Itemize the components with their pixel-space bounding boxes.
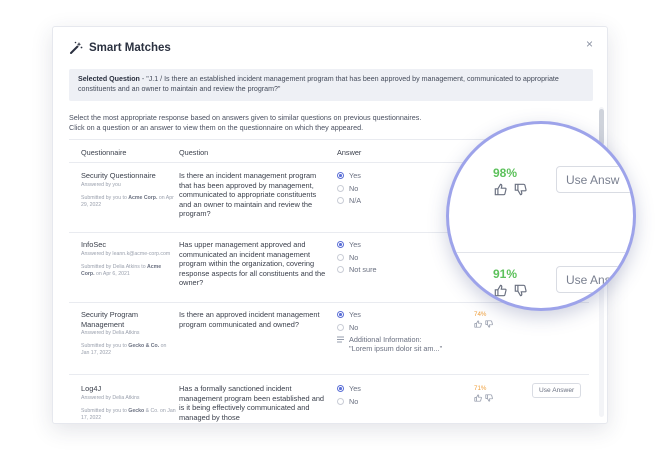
radio-selected[interactable] — [337, 311, 344, 318]
thumbs-down-icon[interactable] — [514, 284, 527, 297]
notes-icon — [337, 336, 344, 343]
radio-selected[interactable] — [337, 172, 344, 179]
answer-option[interactable]: Yes — [337, 310, 467, 319]
match-percent-zoomed: 91% — [493, 267, 518, 281]
answer-options — [337, 310, 467, 357]
questionnaire-cell[interactable] — [81, 310, 176, 357]
answer-option[interactable]: Yes — [337, 171, 467, 180]
answer-option[interactable]: No — [337, 323, 467, 332]
answered-by: Answered by you — [81, 181, 121, 188]
thumbs-up-icon[interactable] — [474, 394, 482, 402]
radio[interactable] — [337, 185, 344, 192]
radio-selected[interactable] — [337, 241, 344, 248]
thumbs-down-icon[interactable] — [514, 183, 527, 196]
question-text[interactable]: Is there an incident management program that has been approved by management, communicated to appropriate constituents and an owner to maintain and review the program? — [179, 171, 317, 219]
answer-options — [337, 384, 467, 409]
question-text[interactable]: Has a formally sanctioned incident management program been established and is it being effectively communicated and managed by those — [179, 384, 325, 422]
thumbs-down-icon[interactable] — [485, 320, 493, 328]
thumbs-down-icon[interactable] — [485, 394, 493, 402]
radio[interactable] — [337, 197, 344, 204]
submitted-info: Submitted by you to Gecko & Co. on Jan 17, 2022 — [81, 343, 167, 357]
header-question: Question — [179, 148, 209, 157]
additional-info-label: Additional Information: — [349, 335, 422, 345]
instructions-line-2: Click on a question or an answer to view them on the questionnaire on which they appeared. — [69, 122, 364, 132]
match-percent: 71% — [474, 385, 487, 392]
questionnaire-name[interactable]: Security Program Management — [81, 310, 139, 329]
questionnaire-cell[interactable] — [81, 171, 176, 209]
radio[interactable] — [337, 254, 344, 261]
answer-option[interactable]: No — [337, 397, 467, 406]
thumbs-up-icon[interactable] — [494, 284, 507, 297]
answered-by: Answered by Delia Atkins — [81, 330, 140, 337]
answer-option[interactable]: N/A — [337, 196, 467, 205]
match-cell — [474, 311, 514, 328]
radio[interactable] — [337, 324, 344, 331]
row-divider — [449, 252, 636, 253]
radio-selected[interactable] — [337, 385, 344, 392]
header-questionnaire: Questionnaire — [81, 148, 127, 157]
header-answer: Answer — [337, 148, 362, 157]
additional-info-text: "Lorem ipsum dolor sit am..." — [349, 344, 443, 354]
question-text[interactable]: Has upper management approved and communicated an incident management program within the organization, covering response aspects for all constituents and the owner? — [179, 240, 326, 288]
thumbs-up-icon[interactable] — [494, 183, 507, 196]
answered-by: Answered by Delia Atkins — [81, 394, 140, 401]
magic-wand-icon — [69, 41, 83, 55]
instructions-line-1: Select the most appropriate response based on answers given to similar questions on previous questionnaires. — [69, 113, 422, 122]
question-text[interactable]: Is there an approved incident management program communicated and owned? — [179, 310, 320, 329]
selected-question-text: - "J.1 / Is there an established incident management program that has been approved by management, communicated to appropriate constituents and an owner to maintain and review the program?" — [78, 75, 559, 93]
answer-options — [337, 240, 467, 278]
thumbs-up-icon[interactable] — [474, 320, 482, 328]
modal-title: Smart Matches — [89, 42, 171, 54]
questionnaire-cell[interactable] — [81, 240, 176, 278]
questionnaire-cell[interactable] — [81, 384, 176, 422]
submitted-info: Submitted by you to Acme Corp. on Apr 29, 2022 — [81, 194, 174, 208]
match-percent-zoomed: 98% — [493, 166, 518, 180]
table-row[interactable] — [69, 303, 589, 375]
close-icon[interactable]: × — [585, 37, 593, 51]
questionnaire-name[interactable]: InfoSec — [81, 240, 107, 249]
use-answer-button-zoomed[interactable]: Use Answ — [556, 166, 636, 193]
scrollbar-thumb[interactable] — [599, 109, 604, 145]
submitted-info: Submitted by Delia Atkins to Acme Corp. on Apr 6, 2021 — [81, 263, 162, 277]
modal-header — [69, 41, 171, 55]
answer-option[interactable]: Yes — [337, 240, 467, 249]
submitted-info: Submitted by you to Gecko & Co. on Jan 17, 2022 — [81, 407, 176, 421]
radio[interactable] — [337, 398, 344, 405]
questionnaire-name[interactable]: Security Questionnaire — [81, 171, 156, 180]
selected-question-label: Selected Question — [78, 75, 140, 83]
use-answer-button-zoomed[interactable]: Use Answ — [556, 266, 636, 293]
instructions — [69, 113, 421, 132]
table-row[interactable] — [69, 375, 589, 424]
answer-option[interactable]: Not sure — [337, 265, 467, 274]
selected-question-box — [69, 69, 593, 101]
match-percent: 74% — [474, 311, 487, 318]
additional-info — [337, 335, 467, 353]
answer-option[interactable]: Yes — [337, 384, 467, 393]
questionnaire-name[interactable]: Log4J — [81, 384, 102, 393]
magnifier-lens — [446, 121, 636, 311]
answer-option[interactable]: No — [337, 184, 467, 193]
answer-option[interactable]: No — [337, 253, 467, 262]
radio[interactable] — [337, 266, 344, 273]
answered-by: Answered by leann.k@acme-corp.com — [81, 250, 171, 257]
use-answer-button[interactable]: Use Answer — [532, 383, 581, 398]
match-cell — [474, 385, 514, 402]
